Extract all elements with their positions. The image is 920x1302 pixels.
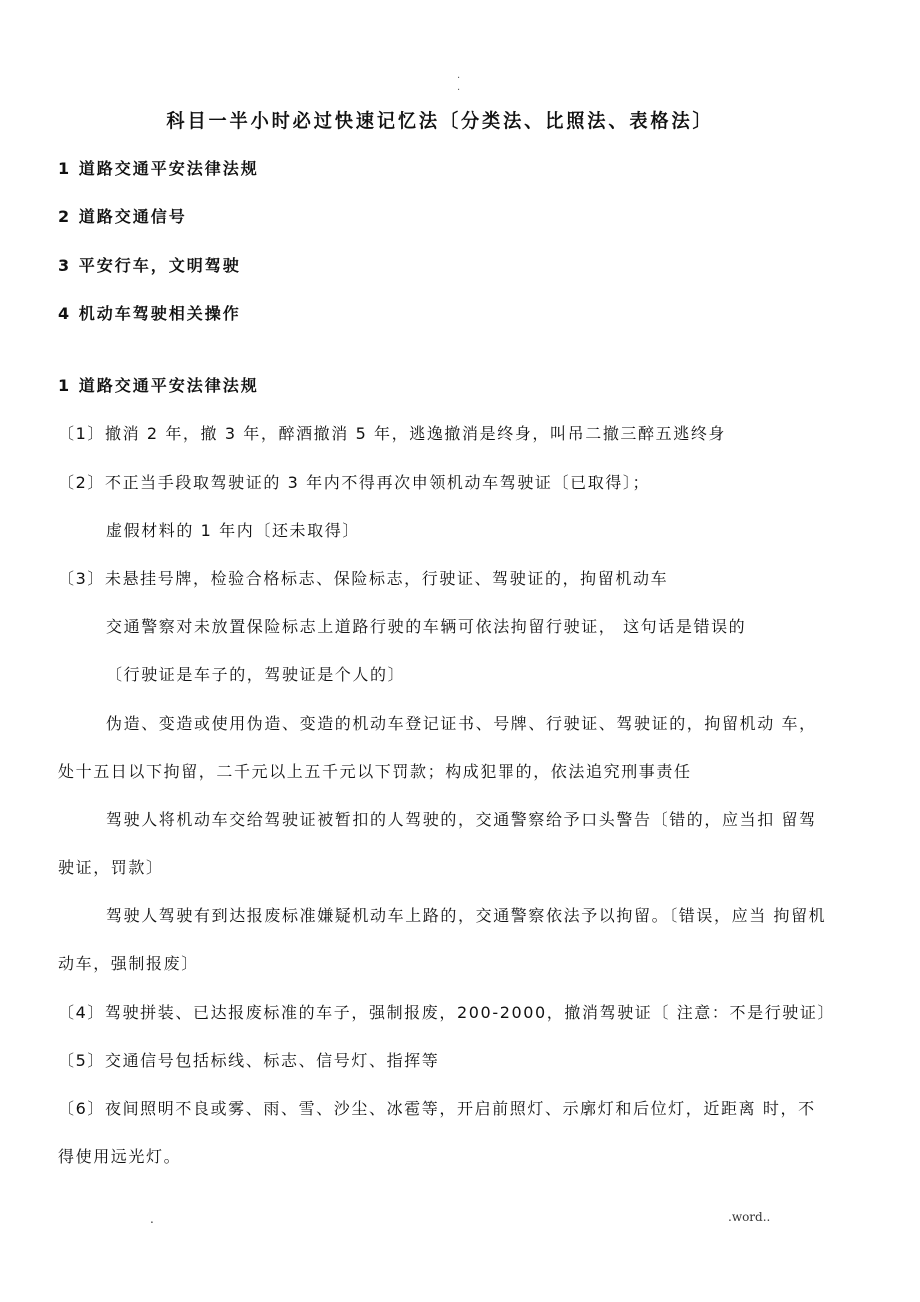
item-3: 〔3〕未悬挂号牌，检验合格标志、保险标志，行驶证、驾驶证的，拘留机动车 — [58, 569, 669, 588]
item-6-line-1: 〔6〕夜间照明不良或雾、雨、雪、沙尘、冰雹等，开启前照灯、示廓灯和后位灯，近距离 时，不 — [58, 1099, 816, 1118]
header-dot-second: . — [457, 82, 461, 93]
toc-item-2: 2 道路交通信号 — [58, 207, 187, 226]
item-3-sub-5-line-1: 驾驶人驾驶有到达报废标准嫌疑机动车上路的，交通警察依法予以拘留。〔错误，应当 拘留机 — [106, 906, 827, 925]
footer-right-mark: .word.. — [728, 1210, 771, 1224]
item-3-sub-1: 交通警察对未放置保险标志上道路行驶的车辆可依法拘留行驶证， 这句话是错误的 — [106, 617, 747, 636]
item-3-sub-4-line-1: 驾驶人将机动车交给驾驶证被暂扣的人驾驶的，交通警察给予口头警告〔错的，应当扣 留驾 — [106, 810, 817, 829]
footer-left-mark: . — [150, 1212, 154, 1226]
item-1: 〔1〕撤消 2 年，撤 3 年，醉酒撤消 5 年，逃逸撤消是终身，叫吊二撤三醉五逃终身 — [58, 424, 727, 443]
item-3-sub-2: 〔行驶证是车子的，驾驶证是个人的〕 — [106, 665, 406, 684]
toc-item-4: 4 机动车驾驶相关操作 — [58, 304, 241, 323]
item-3-sub-3-line-1: 伪造、变造或使用伪造、变造的机动车登记证书、号牌、行驶证、驾驶证的，拘留机动 车， — [106, 714, 817, 733]
item-6-line-2: 得使用远光灯。 — [58, 1147, 182, 1166]
item-3-sub-4-line-2: 驶证，罚款〕 — [58, 858, 164, 877]
item-2: 〔2〕不正当手段取驾驶证的 3 年内不得再次申领机动车驾驶证〔已取得〕； — [58, 473, 651, 492]
item-2-sub: 虚假材料的 1 年内〔还未取得〕 — [106, 521, 360, 540]
header-dot-top: . — [457, 70, 461, 81]
item-3-sub-3-line-2: 处十五日以下拘留，二千元以上五千元以下罚款；构成犯罪的，依法追究刑事责任 — [58, 762, 692, 781]
item-5: 〔5〕交通信号包括标线、标志、信号灯、指挥等 — [58, 1051, 440, 1070]
toc-item-1: 1 道路交通平安法律法规 — [58, 159, 259, 178]
item-3-sub-5-line-2: 动车，强制报废〕 — [58, 954, 199, 973]
section-heading: 1 道路交通平安法律法规 — [58, 376, 259, 395]
item-4: 〔4〕驾驶拼装、已达报废标准的车子，强制报废，200-2000，撤消驾驶证〔 注意：不是行驶证〕 — [58, 1003, 836, 1022]
toc-item-3: 3 平安行车，文明驾驶 — [58, 256, 241, 275]
page-title: 科目一半小时必过快速记忆法〔分类法、比照法、表格法〕 — [166, 110, 714, 132]
